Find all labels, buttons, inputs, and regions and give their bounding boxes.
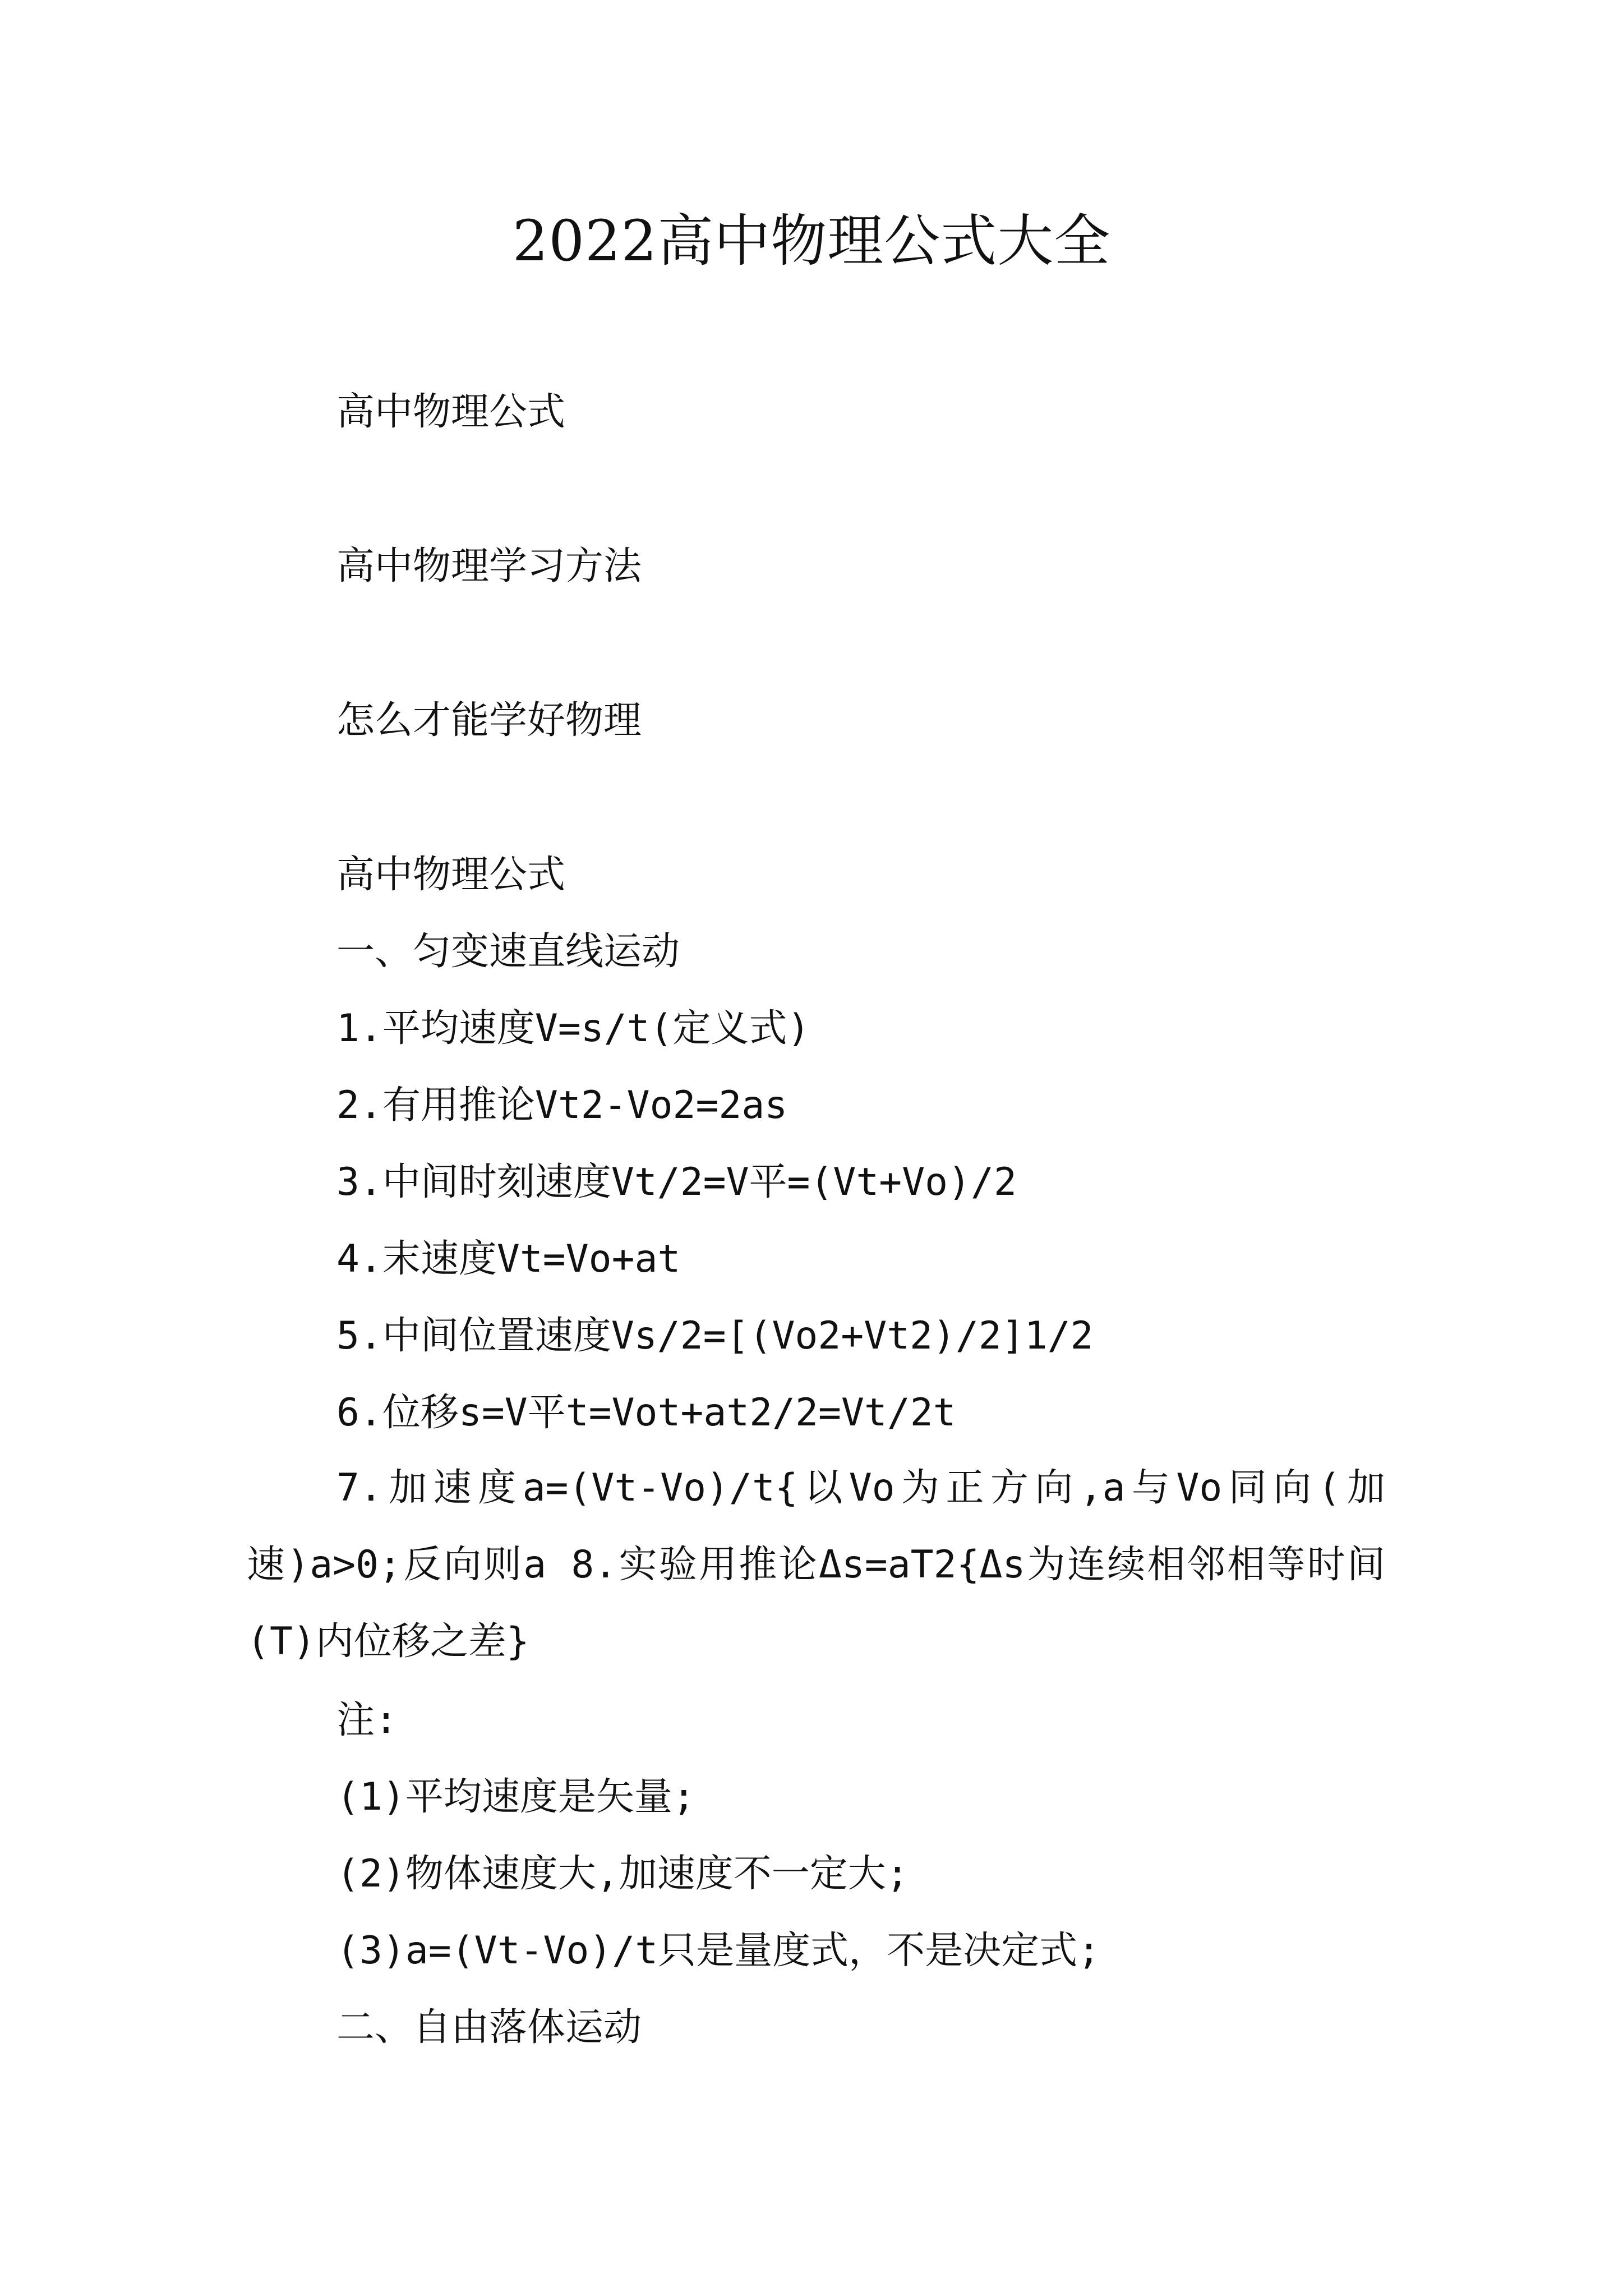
toc-item-how-to-learn: 怎么才能学好物理 bbox=[336, 698, 642, 743]
note-item: (3)a=(Vt-Vo)/t只是量度式，不是决定式; bbox=[336, 1929, 1101, 1973]
note-item: (1)平均速度是矢量; bbox=[336, 1775, 695, 1819]
toc-item-formulas: 高中物理公式 bbox=[336, 390, 566, 434]
formula-line: 5.中间位置速度Vs/2=[(Vo2+Vt2)/2]1/2 bbox=[336, 1314, 1094, 1358]
formula-line: 3.中间时刻速度Vt/2=V平=(Vt+Vo)/2 bbox=[336, 1160, 1017, 1204]
note-item: (2)物体速度大,加速度不一定大; bbox=[336, 1852, 909, 1896]
document-title: 2022高中物理公式大全 bbox=[512, 208, 1111, 274]
formula-line: 2.有用推论Vt2-Vo2=2as bbox=[336, 1083, 788, 1128]
subsection-heading-free-fall: 二、自由落体运动 bbox=[336, 2005, 642, 2050]
toc-item-study-methods: 高中物理学习方法 bbox=[336, 544, 642, 588]
note-label: 注: bbox=[336, 1698, 398, 1742]
subsection-heading-uniform-acceleration: 一、匀变速直线运动 bbox=[336, 930, 680, 974]
formula-line: 1.平均速度V=s/t(定义式) bbox=[336, 1006, 810, 1051]
formula-paragraph-acceleration: 7.加速度a=(Vt-Vo)/t{以Vo为正方向,a与Vo同向(加速)a>0;反向则a 8.实验用推论Δs=aT2{Δs为连续相邻相等时间(T)内位移之差} bbox=[247, 1466, 1385, 1664]
formula-line: 4.末速度Vt=Vo+at bbox=[336, 1237, 681, 1281]
section-heading: 高中物理公式 bbox=[336, 853, 566, 897]
formula-line: 6.位移s=V平t=Vot+at2/2=Vt/2t bbox=[336, 1391, 956, 1435]
